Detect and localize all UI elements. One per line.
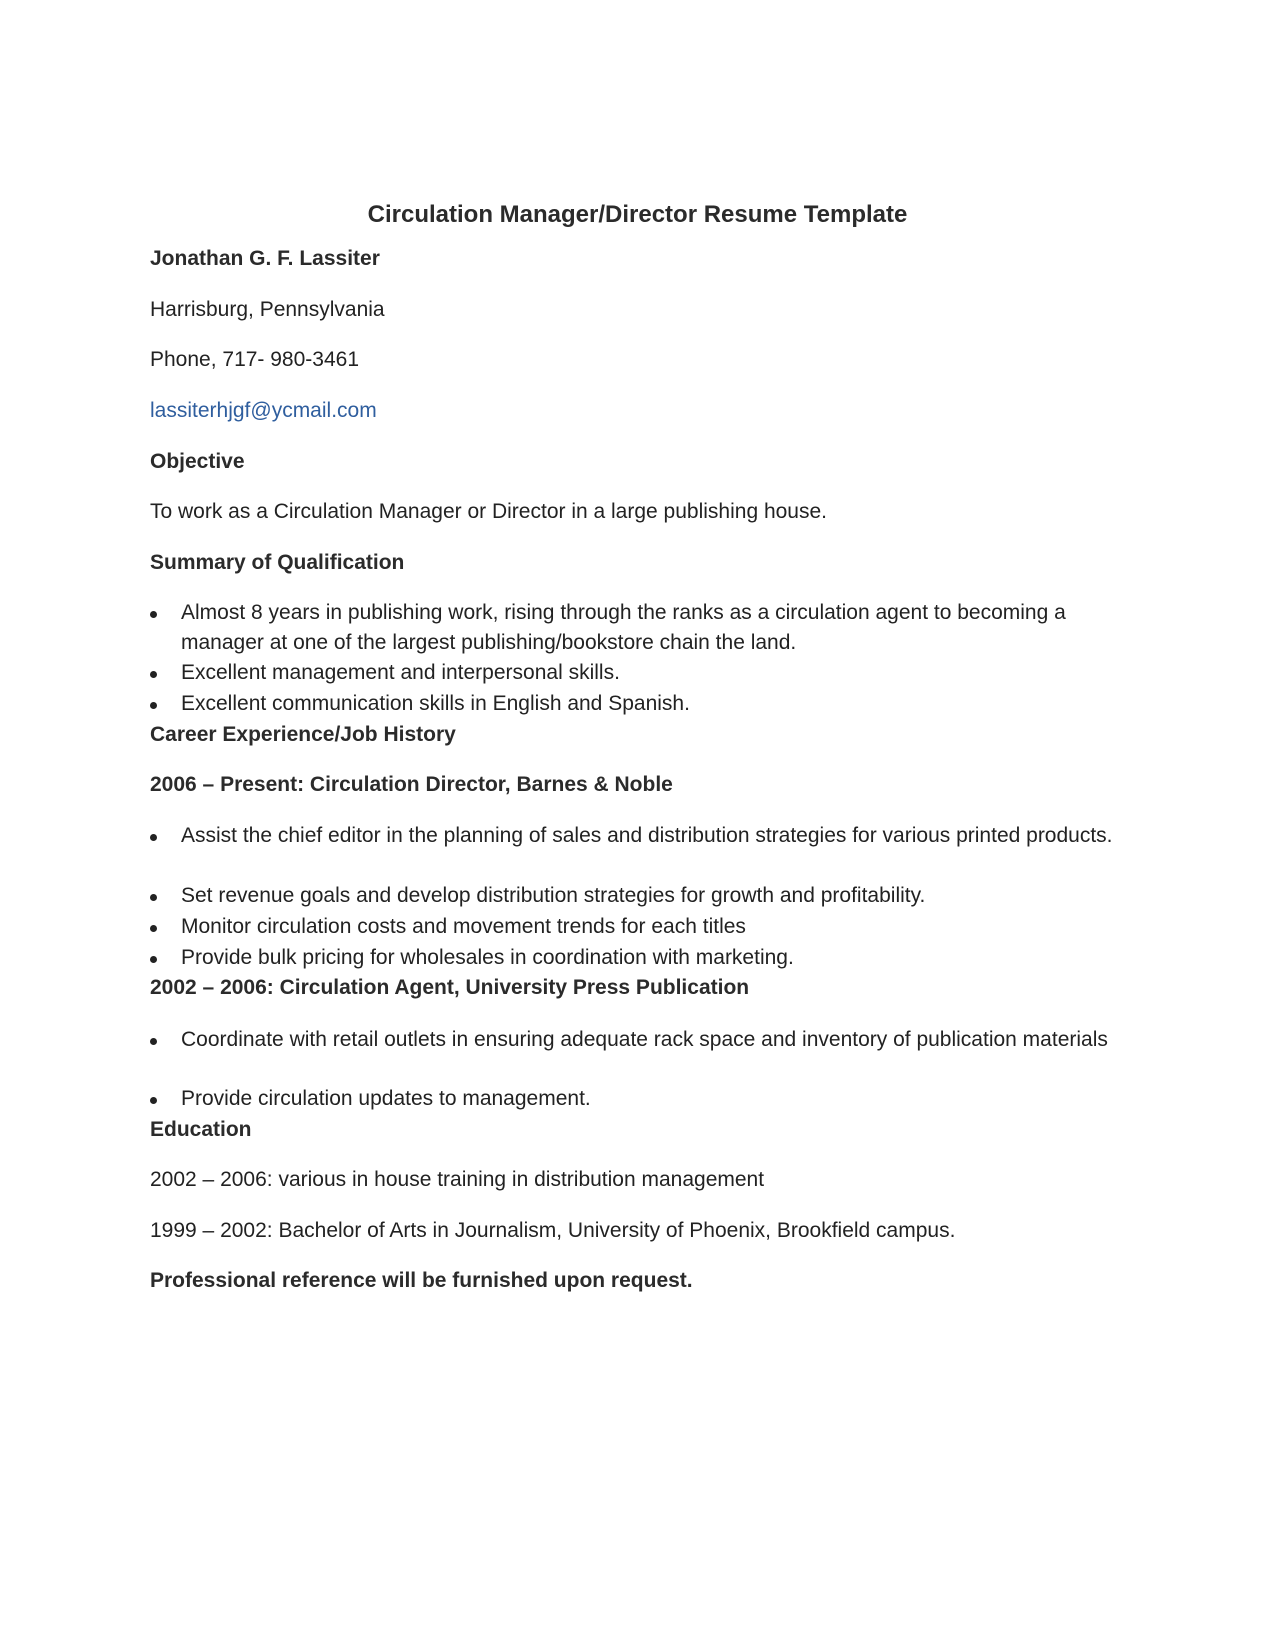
summary-list-item [150,658,1130,688]
job-duty-text: Provide circulation updates to management. [181,1087,591,1110]
bullet-icon [150,671,157,678]
job-duty-item [150,943,1130,973]
job-heading: 2002 – 2006: Circulation Agent, University Press Publication [150,976,750,999]
summary-item-text: Excellent communication skills in English and Spanish. [181,692,690,715]
bullet-icon [150,834,157,841]
objective-heading: Objective [150,450,245,473]
summary-heading: Summary of Qualification [150,551,405,574]
candidate-location: Harrisburg, Pennsylvania [150,298,385,321]
job-duty-item [150,912,1130,942]
objective-text: To work as a Circulation Manager or Director in a large publishing house. [150,500,828,523]
summary-item-text: Almost 8 years in publishing work, rising through the ranks as a circulation agent to becoming a manager at one of the largest publishing/bookstore chain the land. [181,601,1066,654]
job-heading: 2006 – Present: Circulation Director, Barnes & Noble [150,773,673,796]
education-entry: 1999 – 2002: Bachelor of Arts in Journalism, University of Phoenix, Brookfield campus. [150,1219,956,1242]
candidate-name: Jonathan G. F. Lassiter [150,247,380,270]
job-duty-item [150,1084,1130,1114]
summary-item-text: Excellent management and interpersonal skills. [181,661,620,684]
job-duty-item [150,1025,1130,1085]
document-title: Circulation Manager/Director Resume Template [367,201,908,228]
job-duty-item [150,821,1130,881]
job-duty-text: Set revenue goals and develop distribution strategies for growth and profitability. [181,884,926,907]
summary-list-item [150,598,1130,658]
career-heading: Career Experience/Job History [150,723,456,746]
bullet-icon [150,894,157,901]
education-heading: Education [150,1118,252,1141]
candidate-email-link[interactable]: lassiterhjgf@ycmail.com [150,399,377,422]
job-duty-text: Provide bulk pricing for wholesales in coordination with marketing. [181,946,794,969]
job-duty-item [150,881,1130,911]
closing-statement: Professional reference will be furnished upon request. [150,1269,693,1292]
bullet-icon [150,702,157,709]
bullet-icon [150,1097,157,1104]
job-duty-text: Coordinate with retail outlets in ensuring adequate rack space and inventory of publication materials [181,1028,1108,1051]
education-entry: 2002 – 2006: various in house training in distribution management [150,1168,765,1191]
summary-list-item [150,689,1130,719]
bullet-icon [150,1038,157,1045]
candidate-phone: Phone, 717- 980-3461 [150,348,360,371]
bullet-icon [150,956,157,963]
job-duty-text: Monitor circulation costs and movement trends for each titles [181,915,746,938]
bullet-icon [150,611,157,618]
job-duty-text: Assist the chief editor in the planning of sales and distribution strategies for various printed products. [181,824,1113,847]
bullet-icon [150,925,157,932]
